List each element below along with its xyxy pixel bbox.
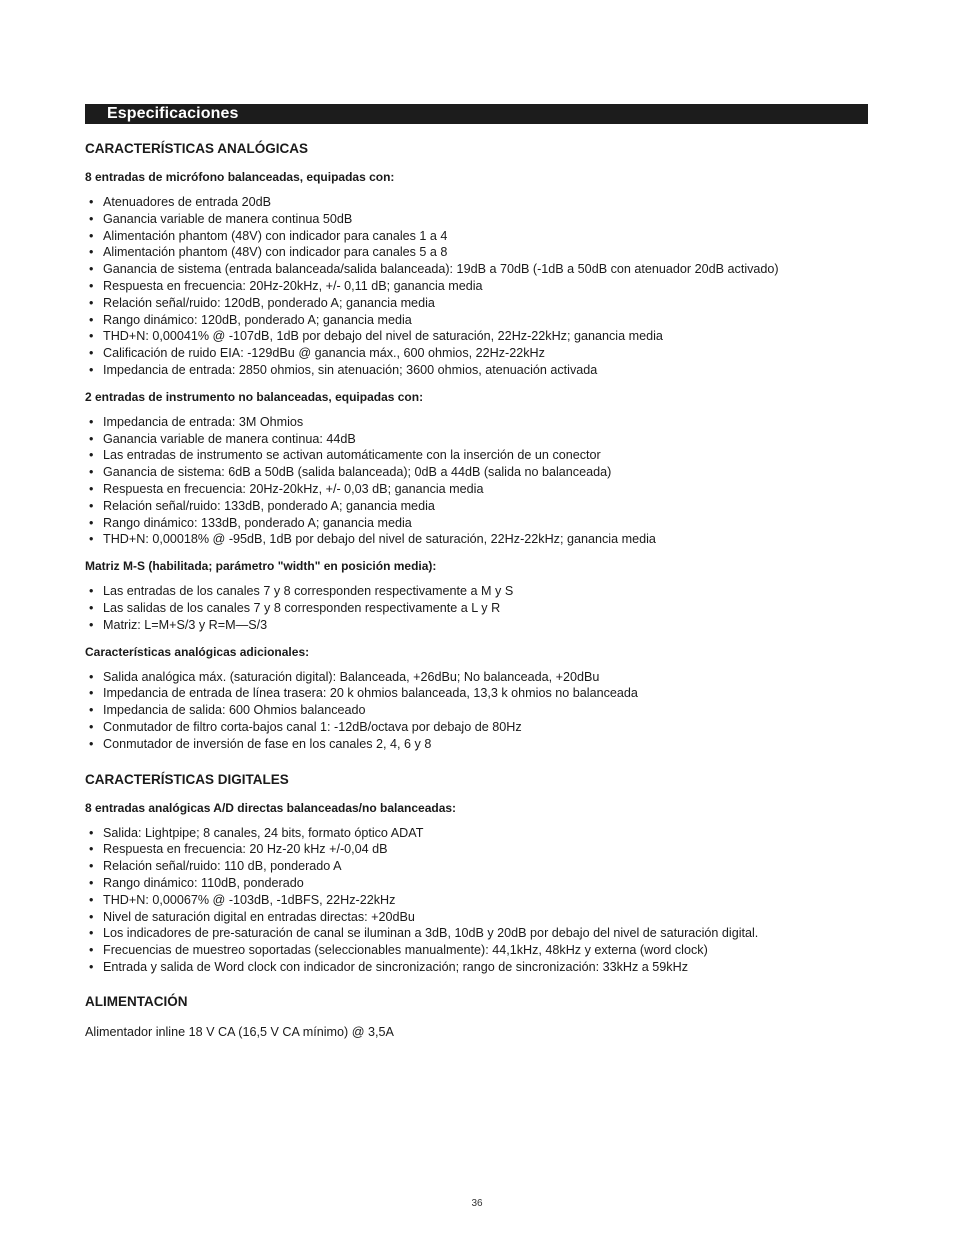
list-item: • THD+N: 0,00041% @ -107dB, 1dB por debajo del nivel de saturación, 22Hz-22kHz; ganancia media (85, 328, 868, 345)
list-item: • Ganancia variable de manera continua: 44dB (85, 431, 868, 448)
ad-inputs-heading: 8 entradas analógicas A/D directas balanceadas/no balanceadas: (85, 800, 457, 815)
list-item: • Matriz: L=M+S/3 y R=M—S/3 (85, 617, 868, 634)
list-item: • Atenuadores de entrada 20dB (85, 194, 868, 211)
digital-heading: CARACTERÍSTICAS DIGITALES (85, 771, 289, 787)
list-item: • Frecuencias de muestreo soportadas (seleccionables manualmente): 44,1kHz, 48kHz y externa (word clock) (85, 942, 868, 959)
list-item: • Respuesta en frecuencia: 20Hz-20kHz, +/- 0,03 dB; ganancia media (85, 481, 868, 498)
list-item: • Impedancia de entrada: 2850 ohmios, sin atenuación; 3600 ohmios, atenuación activada (85, 362, 868, 379)
list-item: • Relación señal/ruido: 120dB, ponderado A; ganancia media (85, 295, 868, 312)
list-item: • Relación señal/ruido: 110 dB, ponderado A (85, 858, 868, 875)
list-item: • Alimentación phantom (48V) con indicador para canales 5 a 8 (85, 244, 868, 261)
list-item: • Ganancia de sistema (entrada balanceada/salida balanceada): 19dB a 70dB (-1dB a 50dB con atenuador 20dB activado) (85, 261, 868, 278)
list-item: • THD+N: 0,00018% @ -95dB, 1dB por debajo del nivel de saturación, 22Hz-22kHz; ganancia media (85, 531, 868, 548)
list-item: • Los indicadores de pre-saturación de canal se iluminan a 3dB, 10dB y 20dB por debajo del nivel de saturación digital. (85, 925, 868, 942)
ms-matrix-list (85, 583, 868, 633)
section-banner: Especificaciones (85, 104, 868, 124)
page-number: 36 (471, 1198, 483, 1209)
list-item: • Relación señal/ruido: 133dB, ponderado A; ganancia media (85, 498, 868, 515)
list-item: • Respuesta en frecuencia: 20Hz-20kHz, +/- 0,11 dB; ganancia media (85, 278, 868, 295)
list-item: • Impedancia de entrada: 3M Ohmios (85, 414, 868, 431)
instrument-inputs-list (85, 414, 868, 548)
additional-analog-heading: Características analógicas adicionales: (85, 644, 310, 659)
list-item: • Impedancia de salida: 600 Ohmios balanceado (85, 702, 868, 719)
list-item: • Respuesta en frecuencia: 20 Hz-20 kHz +/-0,04 dB (85, 841, 868, 858)
ms-matrix-heading: Matriz M-S (habilitada; parámetro "width" en posición media): (85, 559, 437, 574)
list-item: • Ganancia de sistema: 6dB a 50dB (salida balanceada); 0dB a 44dB (salida no balanceada) (85, 464, 868, 481)
additional-analog-list (85, 669, 868, 753)
list-item: • Conmutador de filtro corta-bajos canal 1: -12dB/octava por debajo de 80Hz (85, 719, 868, 736)
spec-page (85, 104, 868, 1041)
list-item: • Calificación de ruido EIA: -129dBu @ ganancia máx., 600 ohmios, 22Hz-22kHz (85, 345, 868, 362)
list-item: • Entrada y salida de Word clock con indicador de sincronización; rango de sincronización: 33kHz a 59kHz (85, 959, 868, 976)
mic-inputs-heading: 8 entradas de micrófono balanceadas, equipadas con: (85, 170, 395, 184)
list-item: • Las salidas de los canales 7 y 8 corresponden respectivamente a L y R (85, 600, 868, 617)
list-item: • Salida: Lightpipe; 8 canales, 24 bits, formato óptico ADAT (85, 825, 868, 842)
list-item: • Salida analógica máx. (saturación digital): Balanceada, +26dBu; No balanceada, +20dBu (85, 669, 868, 686)
list-item: • Rango dinámico: 133dB, ponderado A; ganancia media (85, 515, 868, 532)
list-item: • Rango dinámico: 120dB, ponderado A; ganancia media (85, 312, 868, 329)
analog-heading: CARACTERÍSTICAS ANALÓGICAS (85, 141, 309, 156)
instrument-inputs-heading: 2 entradas de instrumento no balanceadas, equipadas con: (85, 389, 424, 404)
power-text: Alimentador inline 18 V CA (16,5 V CA mínimo) @ 3,5A (85, 1024, 394, 1039)
power-heading: ALIMENTACIÓN (85, 993, 188, 1009)
list-item: • THD+N: 0,00067% @ -103dB, -1dBFS, 22Hz-22kHz (85, 892, 868, 909)
mic-inputs-list (85, 194, 868, 379)
list-item: • Ganancia variable de manera continua 50dB (85, 211, 868, 228)
list-item: • Alimentación phantom (48V) con indicador para canales 1 a 4 (85, 228, 868, 245)
ad-inputs-list (85, 825, 868, 976)
list-item: • Conmutador de inversión de fase en los canales 2, 4, 6 y 8 (85, 736, 868, 753)
list-item: • Las entradas de los canales 7 y 8 corresponden respectivamente a M y S (85, 583, 868, 600)
list-item: • Rango dinámico: 110dB, ponderado (85, 875, 868, 892)
list-item: • Impedancia de entrada de línea trasera: 20 k ohmios balanceada, 13,3 k ohmios no balanceada (85, 685, 868, 702)
list-item: • Las entradas de instrumento se activan automáticamente con la inserción de un conector (85, 447, 868, 464)
list-item: • Nivel de saturación digital en entradas directas: +20dBu (85, 909, 868, 926)
